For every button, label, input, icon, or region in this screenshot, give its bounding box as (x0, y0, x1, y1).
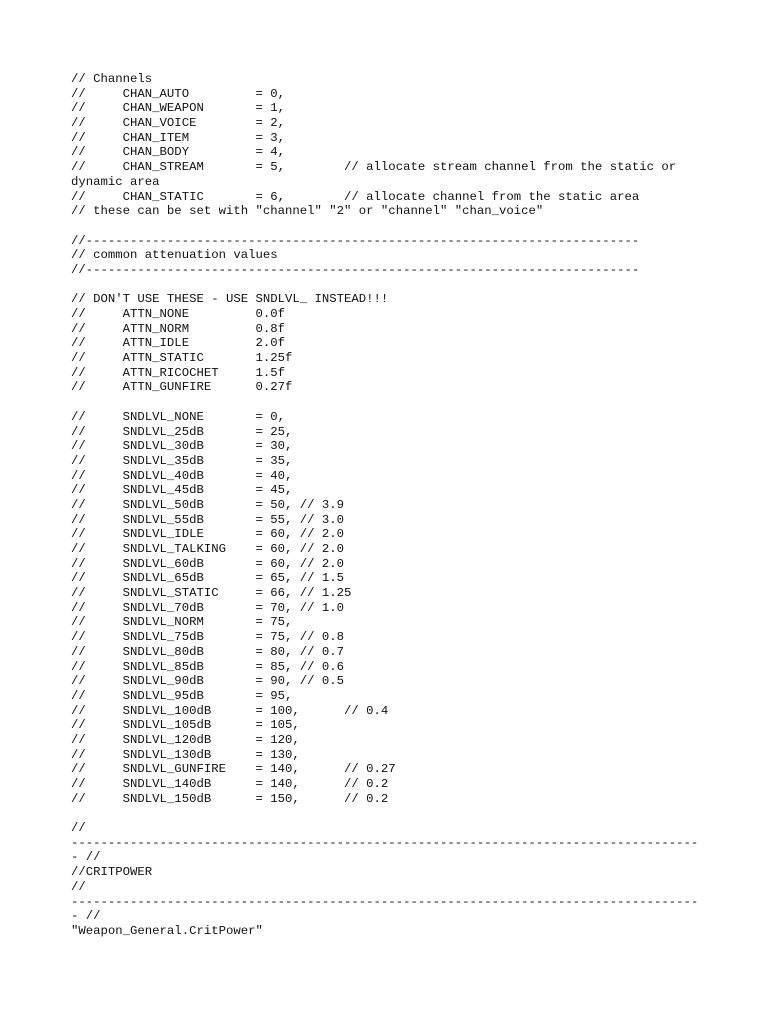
text-line: dynamic area (71, 174, 160, 189)
text-line: // SNDLVL_STATIC = 66, // 1.25 (71, 586, 352, 601)
document-page (71, 72, 751, 939)
text-line: // SNDLVL_55dB = 55, // 3.0 (71, 512, 345, 527)
text-line: // SNDLVL_80dB = 80, // 0.7 (71, 644, 345, 659)
text-line: // SNDLVL_TALKING = 60, // 2.0 (71, 542, 345, 556)
text-line: // SNDLVL_35dB = 35, (71, 453, 293, 468)
text-line: - // (71, 850, 101, 865)
text-line: // SNDLVL_100dB = 100, // 0.4 (71, 703, 389, 718)
text-line: // CHAN_BODY = 4, (71, 145, 286, 160)
text-line: // SNDLVL_NONE = 0, (71, 409, 286, 424)
blank-line (71, 806, 751, 821)
text-line: // (71, 821, 86, 836)
text-line: // SNDLVL_105dB = 105, (71, 718, 300, 733)
text-line: // SNDLVL_25dB = 25, (71, 424, 293, 439)
text-line: // ATTN_NONE 0.0f (71, 307, 286, 321)
text-line: // SNDLVL_85dB = 85, // 0.6 (71, 659, 345, 674)
text-line: // (71, 879, 86, 894)
text-line: // CHAN_STATIC = 6, // allocate channel from the static area (71, 189, 640, 204)
text-line: // ATTN_GUNFIRE 0.27f (71, 380, 293, 395)
text-line: // SNDLVL_130dB = 130, (71, 747, 300, 762)
text-line: // SNDLVL_65dB = 65, // 1.5 (71, 571, 345, 586)
text-line: // SNDLVL_140dB = 140, // 0.2 (71, 777, 389, 791)
text-line: // SNDLVL_120dB = 120, (71, 732, 300, 747)
text-line: // ATTN_NORM 0.8f (71, 321, 286, 336)
text-line: "Weapon_General.CritPower" (71, 923, 263, 938)
text-line: // these can be set with "channel" "2" or "channel" "chan_voice" (71, 204, 544, 219)
text-line: // SNDLVL_45dB = 45, (71, 483, 293, 498)
text-line: - // (71, 909, 101, 924)
text-line: // ATTN_IDLE 2.0f (71, 336, 286, 351)
text-line: ------------------------------------------------------------------------------------- (71, 894, 699, 909)
text-line: // SNDLVL_NORM = 75, (71, 615, 293, 630)
text-line: // SNDLVL_30dB = 30, (71, 439, 293, 454)
text-line: // DON'T USE THESE - USE SNDLVL_ INSTEAD!!! (71, 292, 389, 307)
text-line: // Channels (71, 72, 153, 86)
text-line: //--------------------------------------------------------------------------- (71, 233, 640, 248)
text-line: // CHAN_AUTO = 0, (71, 86, 286, 101)
text-line: ------------------------------------------------------------------------------------- (71, 835, 699, 850)
text-line: // ATTN_STATIC 1.25f (71, 351, 293, 366)
text-line: // SNDLVL_50dB = 50, // 3.9 (71, 497, 345, 512)
text-line: // CHAN_STREAM = 5, // allocate stream channel from the static or (71, 160, 677, 175)
text-line: // common attenuation values (71, 248, 278, 263)
text-line: // SNDLVL_GUNFIRE = 140, // 0.27 (71, 762, 396, 777)
text-line: // SNDLVL_75dB = 75, // 0.8 (71, 630, 345, 645)
text-line: // ATTN_RICOCHET 1.5f (71, 365, 286, 380)
text-line: // SNDLVL_95dB = 95, (71, 688, 293, 703)
blank-line (71, 395, 751, 410)
text-line: // CHAN_VOICE = 2, (71, 116, 286, 131)
blank-line (71, 278, 751, 293)
text-line: // CHAN_WEAPON = 1, (71, 101, 286, 116)
text-line: // CHAN_ITEM = 3, (71, 130, 286, 145)
text-line: // SNDLVL_70dB = 70, // 1.0 (71, 600, 345, 615)
blank-line (71, 219, 751, 234)
text-line: //CRITPOWER (71, 865, 153, 880)
text-line: //--------------------------------------------------------------------------- (71, 262, 640, 277)
text-line: // SNDLVL_IDLE = 60, // 2.0 (71, 527, 345, 542)
text-line: // SNDLVL_60dB = 60, // 2.0 (71, 556, 345, 571)
text-line: // SNDLVL_40dB = 40, (71, 468, 293, 483)
text-line: // SNDLVL_150dB = 150, // 0.2 (71, 791, 389, 806)
text-line: // SNDLVL_90dB = 90, // 0.5 (71, 674, 345, 689)
